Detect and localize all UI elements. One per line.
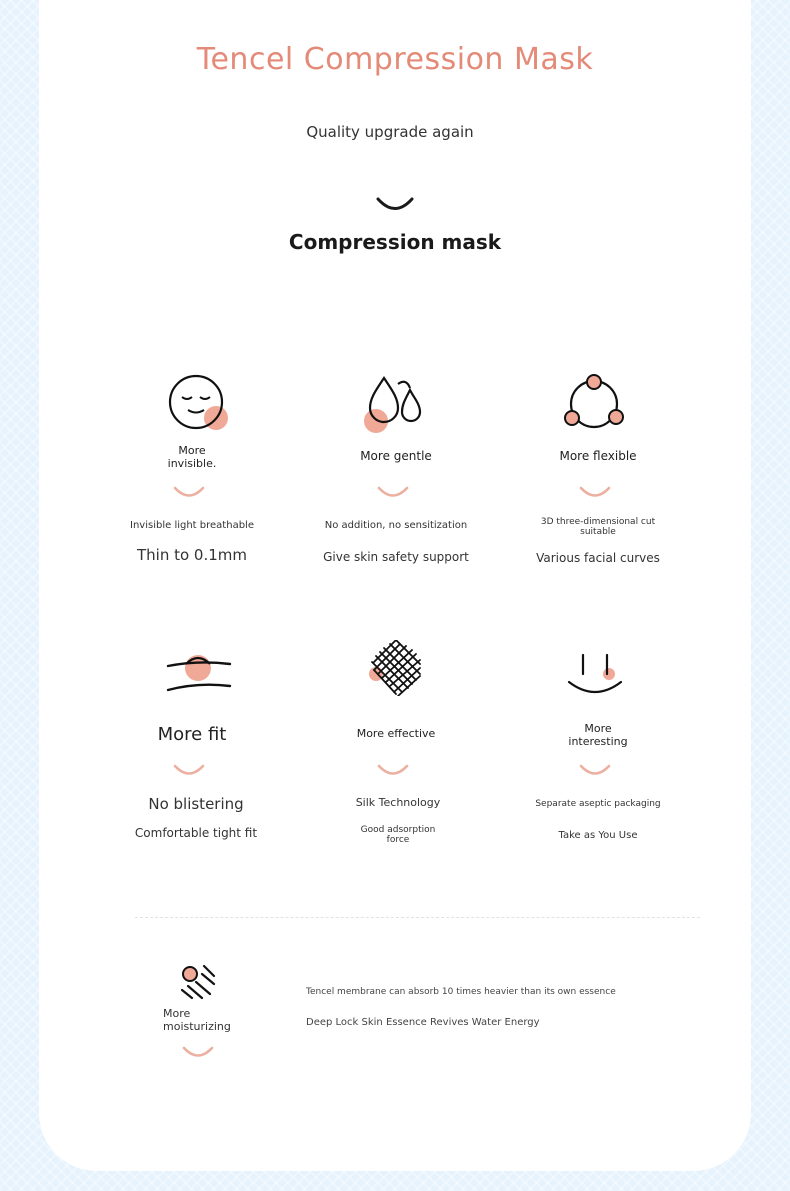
feature-gentle: [296, 370, 496, 570]
feature-highlight: Good adsorption: [360, 825, 436, 835]
feature-highlight: Take as You Use: [558, 830, 638, 841]
layered-fit-icon: [164, 650, 234, 696]
feature-detail-cont: suitable: [580, 527, 616, 537]
feature-highlight: Various facial curves: [536, 551, 660, 565]
smile-curve-icon: [172, 485, 206, 499]
feature-detail: Invisible light breathable: [130, 520, 254, 531]
smiley-face-icon: [566, 652, 626, 696]
feature-detail: 3D three-dimensional cut: [540, 517, 656, 527]
feature-name: More fit: [157, 724, 227, 745]
feature-highlight-cont: force: [386, 835, 410, 845]
feature-name: More: [584, 722, 612, 735]
feature-effective: [296, 640, 496, 850]
smile-curve-icon: [375, 196, 415, 214]
three-dots-circle-icon: [564, 372, 628, 434]
feature-name: More flexible: [559, 449, 637, 463]
page-subtitle: Quality upgrade again: [306, 123, 474, 141]
feature-highlight: Thin to 0.1mm: [136, 546, 248, 564]
feature-invisible: [92, 370, 292, 570]
feature-name: More: [163, 1007, 191, 1020]
feature-detail: Silk Technology: [355, 796, 441, 809]
feature-moisturizing: [163, 1007, 231, 1033]
feature-name: More: [178, 444, 206, 457]
feature-name-cont: invisible.: [167, 457, 217, 470]
section-heading: Compression mask: [288, 230, 502, 254]
feature-fit: [92, 640, 292, 850]
smile-curve-icon: [376, 485, 410, 499]
smile-curve-icon: [578, 485, 612, 499]
water-drops-icon: [362, 374, 428, 436]
feature-detail: No addition, no sensitization: [324, 520, 468, 531]
feature-detail: Tencel membrane can absorb 10 times heavier than its own essence: [306, 987, 616, 997]
moisture-lines-icon: [178, 962, 220, 1002]
silk-mesh-icon: [366, 640, 426, 696]
sleeping-face-icon: [166, 370, 228, 432]
feature-name-cont: interesting: [568, 735, 628, 748]
feature-highlight: Give skin safety support: [323, 550, 469, 564]
feature-name: More gentle: [360, 449, 432, 463]
smile-curve-icon: [376, 763, 410, 777]
smile-curve-icon: [172, 763, 206, 777]
feature-name: More effective: [356, 727, 436, 740]
feature-highlight: Comfortable tight fit: [134, 826, 258, 840]
feature-detail: Separate aseptic packaging: [535, 799, 661, 809]
smile-curve-icon: [181, 1045, 215, 1059]
feature-interesting: [498, 640, 698, 850]
smile-curve-icon: [578, 763, 612, 777]
page-title: Tencel Compression Mask: [196, 42, 594, 77]
feature-flexible: [498, 370, 698, 570]
feature-detail: No blistering: [148, 795, 244, 813]
feature-name-cont: moisturizing: [163, 1020, 231, 1033]
feature-highlight: Deep Lock Skin Essence Revives Water Energy: [306, 1017, 540, 1028]
section-divider: [135, 917, 700, 918]
